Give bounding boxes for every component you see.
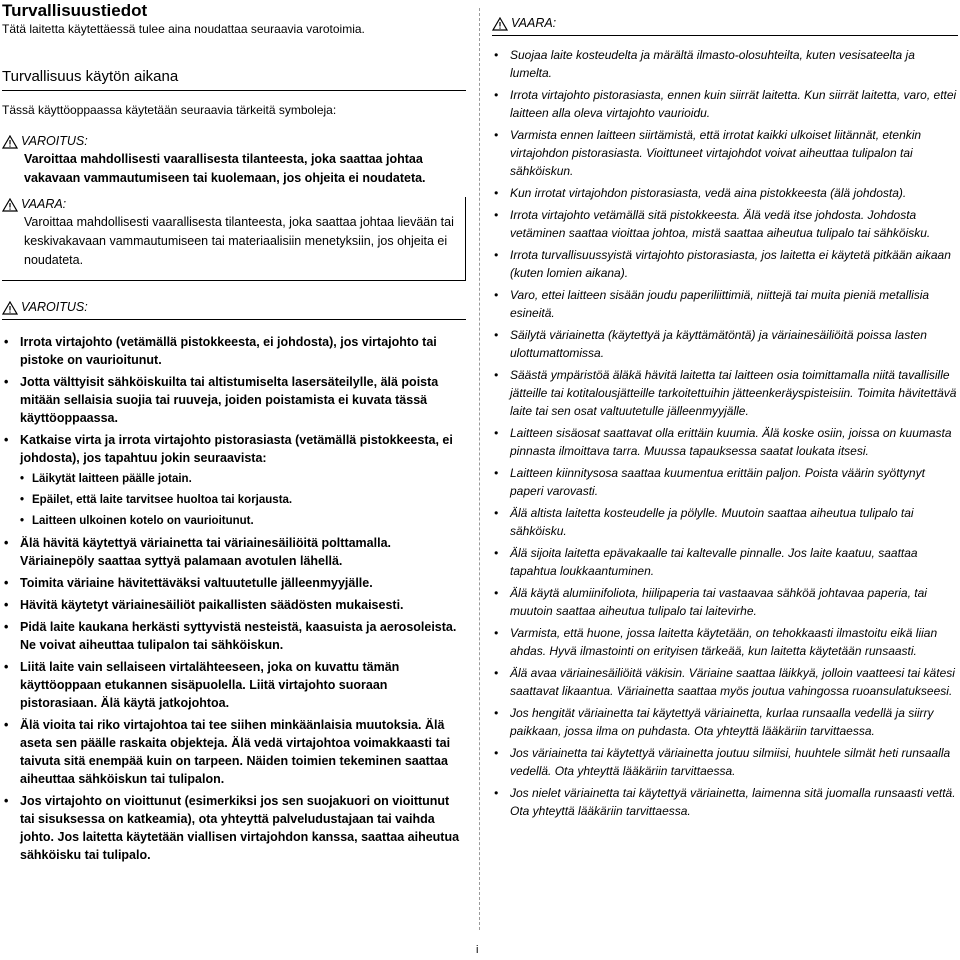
caution-item: • Älä altista laitetta kosteudelle ja pölylle. Muutoin saattaa aiheutua tulipalo tai sähköisku.: [492, 504, 958, 540]
caution-item: • Jos nielet väriainetta tai käytettyä väriainetta, laimenna sitä juomalla runsaasti vettä. Ota yhteyttä lääkäriin tarvittaessa.: [492, 784, 958, 820]
warning-item: • Liitä laite vain sellaiseen virtalähteeseen, joka on kuvattu tämän käyttöoppaan etukannen sisäpuolella. Liitä virtajohto suoraan pistorasiaan. Älä käytä jatkojohtoa.: [2, 658, 466, 712]
warning-item: • Älä hävitä käytettyä väriainetta tai väriainesäiliöitä polttamalla. Väriainepöly saattaa syttyä palamaan avotulen lähellä.: [2, 534, 466, 570]
warning-sub-item: • Laitteen ulkoinen kotelo on vaurioitunut.: [2, 513, 466, 530]
warning-label: VAROITUS:: [21, 300, 88, 314]
right-column: [492, 0, 958, 824]
warning-item: • Hävitä käytetyt väriainesäiliöt paikallisten säädösten mukaisesti.: [2, 596, 466, 614]
caution-item: • Varmista ennen laitteen siirtämistä, että irrotat kaikki ulkoiset liitännät, etenkin virtajohdon pistorasiasta. Vioittuneet virtajohdot voivat aiheuttaa tulipalon tai sähköiskun.: [492, 126, 958, 180]
symbol-definition-warning: [2, 134, 466, 188]
caution-label: VAARA:: [511, 16, 557, 30]
warning-item: • Irrota virtajohto (vetämällä pistokkeesta, ei johdosta), jos virtajohto tai pistoke on vaurioitunut.: [2, 333, 466, 369]
warning-triangle-icon: [492, 17, 508, 31]
caution-item: • Varmista, että huone, jossa laitetta käytetään, on tehokkaasti ilmastoitu eikä liian ahdas. Hyvä ilmastointi on erityisen tärkeää, kun laitetta käytetään runsaasti.: [492, 624, 958, 660]
section-intro: Tässä käyttöoppaassa käytetään seuraavia tärkeitä symboleja:: [2, 103, 337, 117]
warning-sub-item: • Epäilet, että laite tarvitsee huoltoa tai korjausta.: [2, 492, 466, 509]
symbol-description: Varoittaa mahdollisesti vaarallisesta tilanteesta, joka saattaa johtaa lievään tai keskivakavaan vammautumiseen tai materiaalisiin menetyksiin, jos ohjeita ei noudateta.: [24, 215, 454, 267]
caution-item: • Älä käytä alumiinifoliota, hiilipaperia tai vastaavaa sähköä johtavaa paperia, tai muutoin saattaa aiheutua tulipalo tai laitevirhe.: [492, 584, 958, 620]
page-subtitle: Tätä laitetta käytettäessä tulee aina noudattaa seuraavia varotoimia.: [2, 22, 365, 36]
caution-item: • Irrota virtajohto pistorasiasta, ennen kuin siirrät laitetta. Kun siirrät laitetta, varo, ettei laitteen alla oleva virtajohto vaurioidu.: [492, 86, 958, 122]
caution-item: • Säästä ympäristöä äläkä hävitä laitetta tai laitteen osia toimittamalla niitä tavallisille jätteille tai kotitalousjätteille tarkoitettuihin jätteenkeräyspisteisiin. Toimita hävitettävä laite tai sen osat valtuutetulle jälleenmyyjälle.: [492, 366, 958, 420]
warning-triangle-icon: [2, 135, 18, 149]
caution-item: • Älä avaa väriainesäiliöitä väkisin. Väriaine saattaa läikkyä, jolloin vaatteesi tai kätesi saattavat likaantua. Väriainetta saattaa myös joutua vahingossa ruoansulatukseesi.: [492, 664, 958, 700]
caution-divider: [492, 35, 958, 36]
warning-heading: [2, 300, 466, 315]
caution-item: • Kun irrotat virtajohdon pistorasiasta, vedä aina pistokkeesta (älä johdosta).: [492, 184, 958, 202]
symbol-description: Varoittaa mahdollisesti vaarallisesta tilanteesta, joka saattaa johtaa vakavaan vammautumiseen tai kuolemaan, jos ohjeita ei noudateta.: [24, 152, 426, 185]
symbol-definition-caution: [2, 197, 466, 281]
warning-item: • Toimita väriaine hävitettäväksi valtuutetulle jälleenmyyjälle.: [2, 574, 466, 592]
symbol-heading: [2, 197, 465, 212]
warning-item: • Älä vioita tai riko virtajohtoa tai tee siihen minkäänlaisia muutoksia. Älä aseta sen päälle raskaita objekteja. Älä vedä virtajohtoa voimakkaasti tai taivuta sitä enempää kuin on tarpeen. Näiden toimien tekeminen saattaa aiheuttaa sähköiskun tai tulipalon.: [2, 716, 466, 788]
caution-list: [492, 46, 958, 820]
column-divider: [479, 8, 480, 930]
warning-item: • Jotta välttyisit sähköiskuilta tai altistumiselta lasersäteilylle, älä poista mitään sellaisia suojia tai ruuveja, joiden poistamista ei kuvata tässä käyttöoppaassa.: [2, 373, 466, 427]
caution-item: • Irrota turvallisuussyistä virtajohto pistorasiasta, jos laitetta ei käytetä pitkään aikaan (kuten lomien aikana).: [492, 246, 958, 282]
warning-item: • Pidä laite kaukana herkästi syttyvistä nesteistä, kaasuista ja aerosoleista. Ne voivat aiheuttaa tulipalon tai sähköiskun.: [2, 618, 466, 654]
symbol-label: VAARA:: [21, 197, 67, 211]
warning-item: • Katkaise virta ja irrota virtajohto pistorasiasta (vetämällä pistokkeesta, ei johdosta), jos tapahtuu jokin seuraavista:: [2, 431, 466, 467]
caution-item: • Laitteen kiinnitysosa saattaa kuumentua erittäin paljon. Poista väärin syöttynyt paperi varovasti.: [492, 464, 958, 500]
caution-item: • Suojaa laite kosteudelta ja märältä ilmasto-olosuhteilta, kuten vesisateelta ja lumelta.: [492, 46, 958, 82]
warning-list: [2, 333, 466, 864]
section-divider: [2, 90, 466, 91]
caution-item: • Varo, ettei laitteen sisään joudu paperiliittimiä, niittejä tai muita pieniä metallisia esineitä.: [492, 286, 958, 322]
caution-item: • Säilytä väriainetta (käytettyä ja käyttämätöntä) ja väriainesäiliöitä poissa lasten ulottumattomissa.: [492, 326, 958, 362]
warning-item: • Jos virtajohto on vioittunut (esimerkiksi jos sen suojakuori on vioittunut tai sisuksessa on katkeamia), ota yhteyttä palveludustajaan tai vaihda johto. Jos laitetta käytetään viallisen virtajohdon kanssa, saattaa aiheutua sähköisku tai tulipalo.: [2, 792, 466, 864]
caution-item: • Jos väriainetta tai käytettyä väriainetta joutuu silmiisi, huuhtele silmät heti runsaalla vedellä. Ota yhteyttä lääkäriin tarvittaessa.: [492, 744, 958, 780]
warning-divider: [2, 319, 466, 320]
warning-sub-item: • Läikytät laitteen päälle jotain.: [2, 471, 466, 488]
caution-heading: [492, 16, 958, 31]
warning-triangle-icon: [2, 198, 18, 212]
section-title: Turvallisuus käytön aikana: [2, 68, 179, 85]
page-number: i: [476, 944, 479, 956]
caution-item: • Laitteen sisäosat saattavat olla erittäin kuumia. Älä koske osiin, joissa on kuumasta pinnasta ilmoittava tarra. Muussa tapauksessa saatat loukata itsesi.: [492, 424, 958, 460]
left-column: [2, 0, 466, 868]
caution-item: • Älä sijoita laitetta epävakaalle tai kaltevalle pinnalle. Jos laite kaatuu, saattaa tapahtua loukkaantuminen.: [492, 544, 958, 580]
symbol-label: VAROITUS:: [21, 134, 88, 148]
page-title: Turvallisuustiedot: [2, 1, 148, 20]
warning-triangle-icon: [2, 301, 18, 315]
caution-item: • Irrota virtajohto vetämällä sitä pistokkeesta. Älä vedä itse johdosta. Johdosta vetäminen saattaa vioittaa johtoa, mistä saattaa aiheutua tulipalo tai sähköisku.: [492, 206, 958, 242]
symbol-heading: [2, 134, 466, 149]
caution-item: • Jos hengität väriainetta tai käytettyä väriainetta, kurlaa runsaalla vedellä ja siirry paikkaan, jossa ilma on puhdasta. Ota yhteyttä lääkäriin tarvittaessa.: [492, 704, 958, 740]
